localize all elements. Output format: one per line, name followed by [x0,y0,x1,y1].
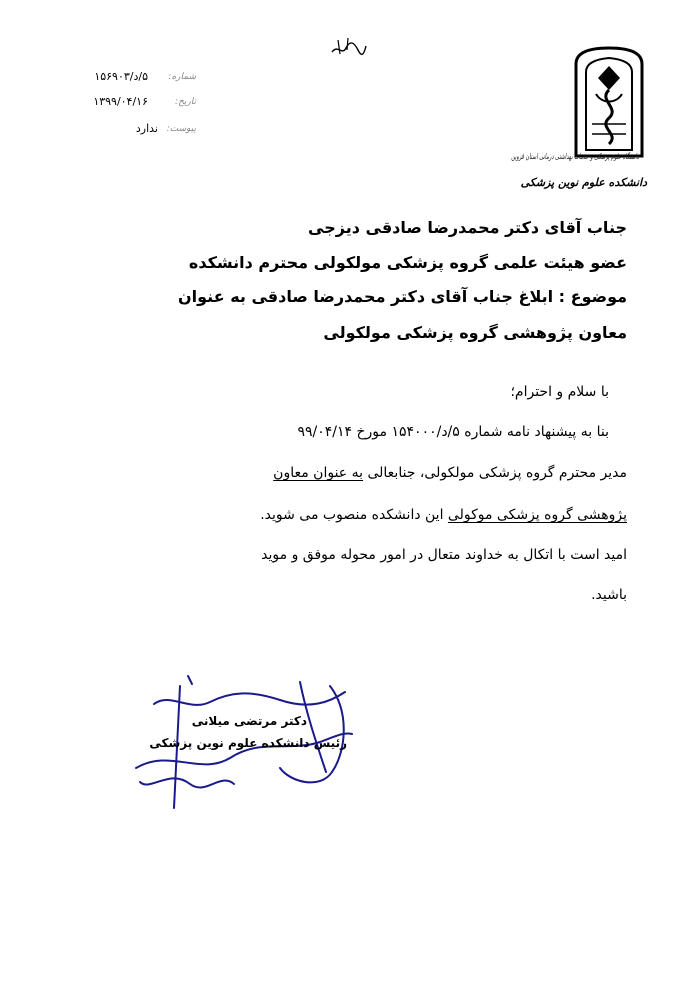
signer-title: رئیس دانشکده علوم نوین پزشکی [149,736,347,750]
subject-line: موضوع : ابلاغ جناب آقای دکتر محمدرضا صادقی به عنوان [177,287,627,306]
letter-date [78,95,196,113]
signer-name: دکتر مرتضی میلانی [191,714,307,728]
body-line-1: بنا به پیشنهاد نامه شماره ۵/د/۱۵۴۰۰۰ مورخ ۹۹/۰۴/۱۴ [297,424,609,440]
greeting: با سلام و احترام؛ [510,384,609,400]
letter-attachment-value: ندارد [135,122,158,135]
university-name: دانشگاه علوم پزشکی و خدمات بهداشتی درمانی استان قزوین [511,152,639,161]
letter-date-value: ۱۳۹۹/۰۴/۱۶ [93,95,148,108]
body-line-5: باشید. [591,587,627,603]
letter-number [78,70,196,88]
body-line-2 [273,465,627,481]
letter-date-label: تاریخ: [175,97,196,107]
body-line-4: امید است با اتکال به خداوند متعال در امور محوله موفق و موید [261,547,627,563]
recipient-position: عضو هیئت علمی گروه پزشکی مولکولی محترم دانشکده [188,253,627,272]
invocation-calligraphy [328,36,368,62]
letter-attachment [78,122,196,140]
body-line-3-underlined: پژوهشی گروه پزشکی موکولی [447,507,627,523]
body-line-2-text: مدیر محترم گروه پزشکی مولکولی، جنابعالی [367,465,627,481]
recipient-name: جناب آقای دکتر محمدرضا صادقی دیزجی [308,218,627,237]
body-line-2-underlined: به عنوان معاون [273,465,364,481]
letter-attachment-label: پیوست: [166,124,196,134]
faculty-name: دانشکده علوم نوین پزشکی [520,176,647,189]
letter-number-value: ۵/د/۱۵۶۹۰۳ [94,70,148,83]
university-logo [568,44,650,162]
letter-number-label: شماره: [168,72,196,82]
subject-line-continued: معاون پژوهشی گروه پزشکی مولکولی [323,323,627,342]
body-line-3-text: این دانشکده منصوب می شوید. [260,507,444,523]
body-line-3 [260,507,627,523]
